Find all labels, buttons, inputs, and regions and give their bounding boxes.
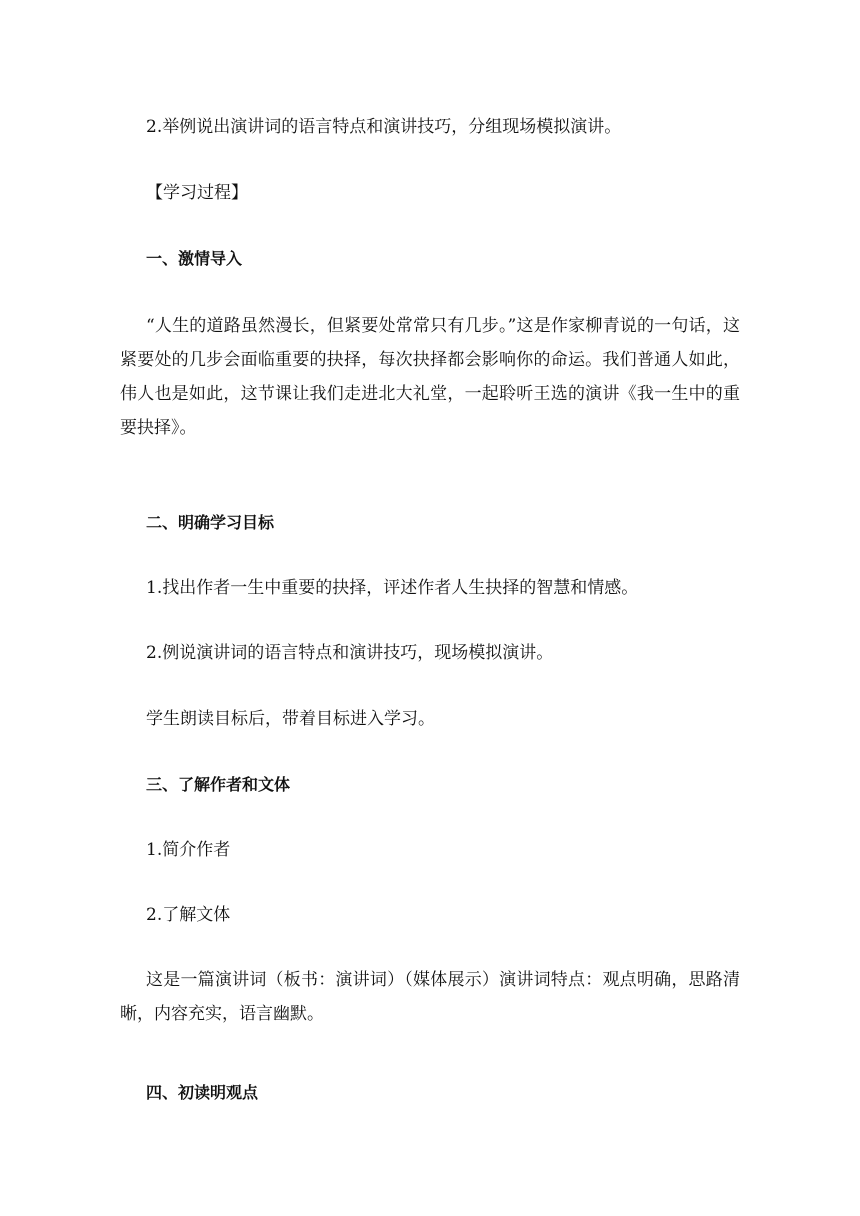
objective-line-2: 2.举例说出演讲词的语言特点和演讲技巧，分组现场模拟演讲。	[146, 117, 622, 137]
heading-learning-goals: 二、明确学习目标	[146, 513, 275, 532]
goal-note: 学生朗读目标后，带着目标进入学习。	[146, 709, 435, 729]
genre-paragraph: 这是一篇演讲词（板书：演讲词）（媒体展示）演讲词特点：观点明确，思路清晰，内容充实，语言幽默。	[120, 970, 740, 1024]
goal-item-2: 2.例说演讲词的语言特点和演讲技巧，现场模拟演讲。	[146, 643, 554, 663]
intro-paragraph: “人生的道路虽然漫长，但紧要处常常只有几步。”这是作家柳青说的一句话，这紧要处的几步会面临重要的抉择，每次抉择都会影响你的命运。我们普通人如此，伟人也是如此，这节课让我们走进北大礼堂，一起聆听王选的演讲《我一生中的重要抉择》。	[120, 316, 740, 438]
heading-first-reading: 四、初读明观点	[146, 1083, 259, 1102]
section-label-learning-process: 【学习过程】	[146, 183, 248, 203]
heading-passionate-intro: 一、激情导入	[146, 249, 243, 268]
item-understand-genre: 2.了解文体	[146, 905, 231, 925]
item-introduce-author: 1.简介作者	[146, 840, 231, 860]
heading-author-and-genre: 三、了解作者和文体	[146, 775, 291, 794]
goal-item-1: 1.找出作者一生中重要的抉择，评述作者人生抉择的智慧和情感。	[146, 578, 639, 598]
